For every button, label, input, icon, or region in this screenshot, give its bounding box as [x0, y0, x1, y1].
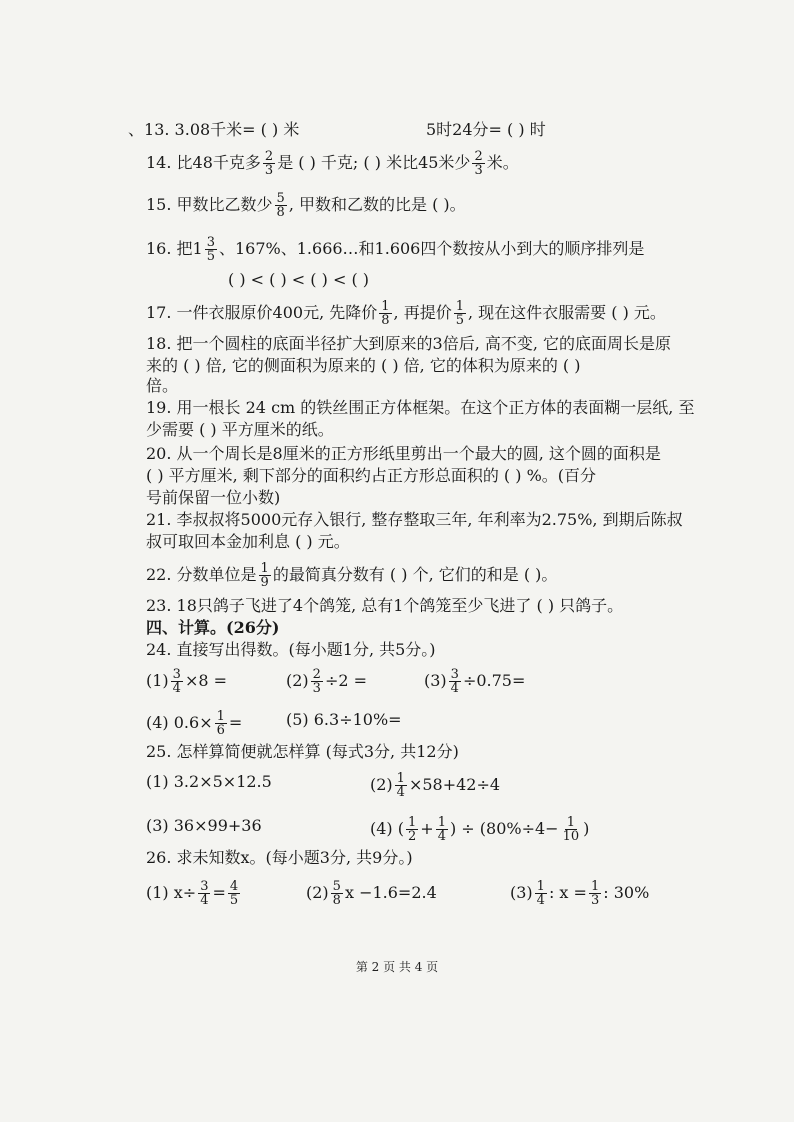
q14-fraction-1 — [263, 150, 275, 177]
question-16 — [146, 236, 644, 263]
q25-p4c: ) ÷ (80%÷4− — [449, 819, 559, 838]
q24-p4a: (4) 0.6× — [146, 713, 213, 732]
q24-p4 — [146, 709, 243, 738]
frac-den: 5 — [455, 313, 464, 328]
q26-p2-fraction — [331, 880, 343, 907]
question-26-title — [146, 848, 413, 868]
frac-den: 8 — [332, 893, 341, 908]
frac-num: 1 — [455, 299, 464, 314]
q20-l1: 20. 从一个周长是8厘米的正方形纸里剪出一个最大的圆, 这个圆的面积是 — [146, 444, 661, 463]
q26-p3-fraction-2 — [589, 880, 601, 907]
question-14 — [146, 150, 519, 177]
q26-p1 — [146, 879, 242, 908]
question-21-line-1 — [146, 510, 683, 530]
frac-num: 2 — [474, 149, 483, 164]
q25-row-1 — [146, 771, 501, 800]
q26-p1-fraction-1 — [198, 880, 210, 907]
frac-den: 4 — [172, 681, 181, 696]
q26-title-text: 26. 求未知数x。(每小题3分, 共9分。) — [146, 848, 413, 867]
section-4-title — [146, 618, 279, 638]
q15-text-a: 15. 甲数比乙数少 — [146, 195, 273, 214]
frac-den: 9 — [260, 575, 269, 590]
q26-p2 — [306, 880, 437, 907]
q22-fraction — [259, 562, 271, 589]
q24-p5-text: (5) 6.3÷10%= — [286, 710, 402, 729]
q17-text-a: 17. 一件衣服原价400元, 先降价 — [146, 303, 378, 322]
q14-text-b: 是 ( ) 千克; ( ) 米比45米少 — [277, 153, 471, 172]
frac-den: 3 — [590, 893, 600, 908]
q22-text-a: 22. 分数单位是 — [146, 565, 257, 584]
frac-num: 3 — [172, 667, 181, 682]
q24-p4b: = — [228, 713, 243, 732]
q17-fraction-1 — [379, 300, 391, 327]
question-13 — [128, 120, 546, 140]
frac-den: 4 — [536, 893, 545, 908]
question-20-line-2 — [146, 466, 596, 486]
q26-p3b: : x = — [548, 883, 587, 902]
q16-blanks: ( ) < ( ) < ( ) < ( ) — [228, 270, 370, 289]
q25-p4-fraction-3 — [561, 816, 582, 843]
q24-p1b: ×8 = — [184, 671, 228, 690]
question-16-blanks — [228, 270, 369, 290]
page-number: 第 2 页 共 4 页 — [355, 960, 439, 974]
q24-p1a: (1) — [146, 671, 169, 690]
q20-l3: 号前保留一位小数) — [146, 488, 281, 507]
frac-den: 4 — [437, 829, 446, 844]
q26-p2a: (2) — [306, 883, 329, 902]
frac-den: 4 — [450, 681, 459, 696]
question-23 — [146, 596, 623, 616]
question-22 — [146, 562, 557, 589]
q26-p3c: : 30% — [603, 883, 650, 902]
frac-num: 1 — [536, 879, 545, 894]
frac-den: 10 — [562, 829, 580, 844]
frac-num: 1 — [566, 815, 575, 830]
frac-num: 1 — [216, 709, 225, 724]
q24-p1 — [146, 667, 228, 696]
frac-den: 4 — [200, 893, 209, 908]
frac-den: 5 — [229, 893, 239, 908]
question-19-line-2 — [146, 420, 334, 440]
q19-l2: 少需要 ( ) 平方厘米的纸。 — [146, 420, 334, 439]
q25-p2a: (2) — [370, 775, 393, 794]
frac-den: 4 — [396, 785, 405, 800]
q19-l1: 19. 用一根长 24 cm 的铁丝围正方体框架。在这个正方体的表面糊一层纸, 至 — [146, 398, 695, 417]
frac-den: 8 — [381, 313, 390, 328]
frac-num: 3 — [200, 879, 209, 894]
q13-mark: 、 — [128, 120, 145, 139]
frac-num: 1 — [437, 815, 446, 830]
q26-p1b: = — [212, 883, 226, 902]
q26-p2b: x −1.6=2.4 — [344, 883, 437, 902]
frac-num: 3 — [450, 667, 459, 682]
q25-row-2 — [146, 815, 590, 844]
frac-num: 5 — [276, 191, 285, 206]
q24-row-2 — [146, 709, 402, 738]
q25-p4 — [370, 816, 589, 843]
q17-text-c: , 现在这件衣服需要 ( ) 元。 — [468, 303, 666, 322]
q16-fraction — [205, 236, 217, 263]
q25-p2b: ×58+42÷4 — [408, 775, 501, 794]
question-20-line-3 — [146, 488, 280, 508]
q14-text-c: 米。 — [486, 153, 519, 172]
q21-l2: 叔可取回本金加利息 ( ) 元。 — [146, 532, 350, 551]
q24-p2 — [286, 668, 367, 695]
frac-num: 2 — [312, 667, 321, 682]
q16-text-a: 16. 把1 — [146, 239, 203, 258]
q26-p1-fraction-2 — [228, 880, 240, 907]
q26-row — [146, 879, 650, 908]
q15-text-b: , 甲数和乙数的比是 ( )。 — [288, 195, 466, 214]
frac-num: 1 — [396, 771, 405, 786]
q21-l1: 21. 李叔叔将5000元存入银行, 整存整取三年, 年利率为2.75%, 到期后陈叔 — [146, 510, 683, 529]
frac-den: 8 — [276, 205, 285, 220]
frac-den: 3 — [264, 163, 274, 178]
q26-p3 — [510, 880, 649, 907]
frac-num: 1 — [408, 815, 417, 830]
frac-den: 2 — [408, 829, 417, 844]
q25-p1: (1) 3.2×5×12.5 — [146, 772, 272, 791]
page-footer — [0, 958, 794, 975]
question-25-title — [146, 742, 459, 762]
frac-num: 5 — [332, 879, 341, 894]
q24-p3b: ÷0.75= — [462, 671, 526, 690]
q24-p1-fraction — [171, 668, 183, 695]
q24-p2b: ÷2 = — [324, 671, 368, 690]
q24-title-text: 24. 直接写出得数。(每小题1分, 共5分。) — [146, 640, 436, 659]
frac-den: 6 — [216, 723, 225, 738]
q22-text-b: 的最简真分数有 ( ) 个, 它们的和是 ( )。 — [272, 565, 558, 584]
q18-l2: 来的 ( ) 倍, 它的侧面积为原来的 ( ) 倍, 它的体积为原来的 ( ) — [146, 356, 581, 375]
question-24-title — [146, 640, 436, 660]
frac-den: 3 — [312, 681, 321, 696]
question-18-line-2 — [146, 356, 581, 376]
q25-p3: (3) 36×99+36 — [146, 816, 262, 835]
section4-title-text: 四、计算。(26分) — [146, 618, 280, 637]
q24-p2-fraction — [311, 668, 323, 695]
q25-p4-fraction-2 — [436, 816, 448, 843]
frac-num: 1 — [381, 299, 390, 314]
q18-l1: 18. 把一个圆柱的底面半径扩大到原来的3倍后, 高不变, 它的底面周长是原 — [146, 334, 672, 353]
q26-p3a: (3) — [510, 883, 533, 902]
frac-num: 1 — [590, 879, 600, 894]
q25-p4a: (4) ( — [370, 819, 404, 838]
q24-p2a: (2) — [286, 671, 309, 690]
question-18-line-1 — [146, 334, 671, 354]
q25-p4d: ) — [583, 819, 590, 838]
q26-p3-fraction-1 — [535, 880, 547, 907]
frac-num: 3 — [206, 235, 215, 250]
question-17 — [146, 300, 666, 327]
q25-p2 — [370, 772, 500, 799]
q23-l1: 23. 18只鸽子飞进了4个鸽笼, 总有1个鸽笼至少飞进了 ( ) 只鸽子。 — [146, 596, 624, 615]
q13-part1: 13. 3.08千米= ( ) 米 — [144, 120, 300, 139]
question-18-line-3 — [146, 376, 178, 396]
frac-num: 4 — [229, 879, 239, 894]
frac-num: 2 — [264, 149, 274, 164]
question-19-line-1 — [146, 398, 694, 418]
q15-fraction — [275, 192, 287, 219]
q25-p2-fraction — [395, 772, 407, 799]
q16-text-b: 、167%、1.666…和1.606四个数按从小到大的顺序排列是 — [219, 239, 645, 258]
q17-text-b: , 再提价 — [393, 303, 452, 322]
q13-part2: 5时24分= ( ) 时 — [426, 120, 546, 139]
question-20-line-1 — [146, 444, 661, 464]
q24-row-1 — [146, 667, 526, 696]
question-21-line-2 — [146, 532, 350, 552]
frac-num: 1 — [260, 561, 269, 576]
q24-p3 — [424, 668, 525, 695]
q24-p5 — [286, 710, 402, 730]
q14-fraction-2 — [472, 150, 484, 177]
q25-p4-fraction-1 — [406, 816, 418, 843]
question-15 — [146, 192, 466, 219]
q25-p4b: + — [420, 819, 434, 838]
q18-l3: 倍。 — [146, 376, 179, 395]
q14-text-a: 14. 比48千克多 — [146, 153, 261, 172]
q26-p1a: (1) x÷ — [146, 883, 197, 902]
q24-p4-fraction — [215, 710, 227, 737]
frac-den: 5 — [206, 249, 215, 264]
q24-p3-fraction — [449, 668, 461, 695]
q20-l2: ( ) 平方厘米, 剩下部分的面积约占正方形总面积的 ( ) %。(百分 — [146, 466, 597, 485]
q17-fraction-2 — [454, 300, 466, 327]
q25-title-text: 25. 怎样算简便就怎样算 (每式3分, 共12分) — [146, 742, 459, 761]
q24-p3a: (3) — [424, 671, 447, 690]
frac-den: 3 — [474, 163, 483, 178]
